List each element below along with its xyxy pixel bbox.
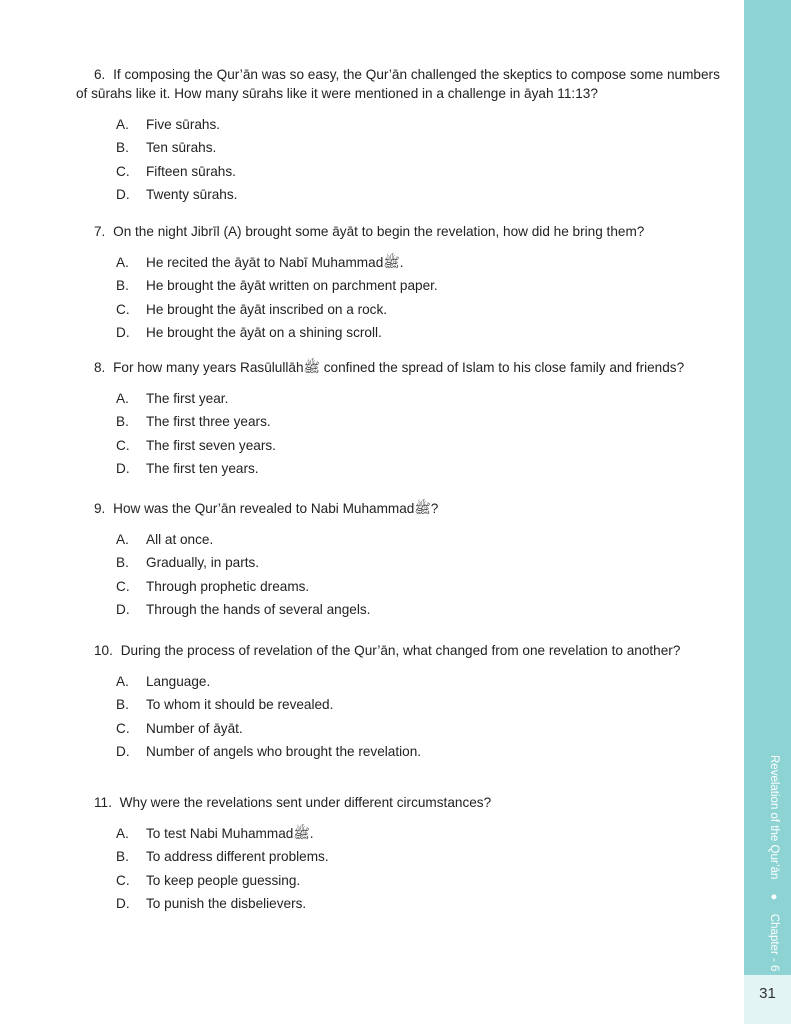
option [76,113,721,136]
option [76,575,721,598]
option-text: To address different problems. [146,849,329,865]
option-letter: D. [116,187,130,203]
option [76,717,721,740]
option [76,740,721,763]
option-letter: D. [116,461,130,477]
option-letter: B. [116,414,129,430]
page-number: 31 [759,985,776,1002]
option [76,434,721,457]
option [76,869,721,892]
options-list [76,528,721,622]
chapter-label [768,755,780,971]
question-text: On the night Jibrīl (A) brought some āyāt to begin the revelation, how did he bring them? [113,224,645,239]
option [76,387,721,410]
option-letter: B. [116,278,129,294]
question-stem [76,641,721,660]
options-list [76,251,721,345]
option-letter: A. [116,117,129,132]
option-letter: A. [116,826,129,841]
option-letter: A. [116,391,129,406]
chapter-number: Chapter - 6 [768,913,780,972]
question-text: During the process of revelation of the Qur’ān, what changed from one revelation to another? [120,643,681,658]
question-7 [76,222,721,345]
option-text: Number of angels who brought the revelation. [146,744,422,760]
option-letter: C. [116,301,130,317]
question-stem [76,358,721,377]
option [76,457,721,480]
options-list [76,113,721,207]
option [76,670,721,693]
question-text: If composing the Qur’ān was so easy, the Qur’ān challenged the skeptics to compose some numbers of sūrahs like it. How many sūrahs like it were mentioned in a challenge in āyah 11:13? [76,67,720,101]
option [76,528,721,551]
question-number: 11. [94,795,112,810]
question-number: 10. [94,643,113,658]
option-letter: B. [116,697,129,713]
option-letter: D. [116,325,130,341]
separator-dot-icon: ● [768,890,780,903]
option-letter: C. [116,437,130,453]
option-text: The first three years. [146,414,271,430]
option [76,136,721,159]
option [76,845,721,868]
option [76,298,721,321]
option-text: Number of āyāt. [146,720,243,736]
option-letter: B. [116,555,129,571]
option [76,892,721,915]
option-text: The first year. [146,391,229,406]
option [76,274,721,297]
question-number: 6. [94,67,106,82]
option-text: He brought the āyāt written on parchment paper. [146,278,438,294]
question-number: 9. [94,501,106,516]
options-list [76,822,721,916]
option-letter: D. [116,896,130,912]
option-text: Ten sūrahs. [146,140,217,156]
option-text: The first seven years. [146,437,276,453]
option [76,160,721,183]
option [76,410,721,433]
question-stem [76,65,721,103]
question-stem [76,222,721,241]
chapter-title: Revelation of the Qur’ān [768,755,780,880]
option-letter: C. [116,578,130,594]
option-letter: D. [116,744,130,760]
option-letter: C. [116,163,130,179]
option-text: To test Nabi Muhammadﷺ. [146,826,314,841]
option-text: Language. [146,674,211,689]
option-text: Twenty sūrahs. [146,187,238,203]
option-letter: C. [116,872,130,888]
option-text: Through the hands of several angels. [146,602,371,618]
page-number-box [744,975,791,1024]
option [76,251,721,274]
option-letter: B. [116,849,129,865]
question-number: 8. [94,360,106,375]
option [76,551,721,574]
option-text: He brought the āyāt on a shining scroll. [146,325,382,341]
options-list [76,387,721,481]
option-text: To keep people guessing. [146,872,301,888]
option-letter: A. [116,532,129,547]
option-letter: A. [116,255,129,270]
question-9 [76,499,721,622]
option-letter: B. [116,140,129,156]
option-text: The first ten years. [146,461,259,477]
option-text: Fifteen sūrahs. [146,163,236,179]
option [76,822,721,845]
option-text: He recited the āyāt to Nabī Muhammadﷺ. [146,255,404,270]
question-text: Why were the revelations sent under different circumstances? [119,795,492,810]
option-text: All at once. [146,532,214,547]
question-stem [76,793,721,812]
question-10 [76,641,721,764]
option-text: To whom it should be revealed. [146,697,334,713]
question-text: How was the Qur’ān revealed to Nabi Muhammadﷺ? [113,501,439,516]
question-number: 7. [94,224,106,239]
option [76,321,721,344]
question-11 [76,793,721,916]
question-stem [76,499,721,518]
option-letter: A. [116,674,129,689]
question-text: For how many years Rasūlullāhﷺ confined the spread of Islam to his close family and friends? [113,360,685,375]
option-text: He brought the āyāt inscribed on a rock. [146,301,388,317]
option [76,693,721,716]
option [76,598,721,621]
options-list [76,670,721,764]
option-letter: D. [116,602,130,618]
option-text: To punish the disbelievers. [146,896,307,912]
option [76,183,721,206]
option-text: Gradually, in parts. [146,555,260,571]
question-6 [76,65,721,207]
question-8 [76,358,721,481]
option-text: Through prophetic dreams. [146,578,310,594]
option-letter: C. [116,720,130,736]
option-text: Five sūrahs. [146,117,221,132]
